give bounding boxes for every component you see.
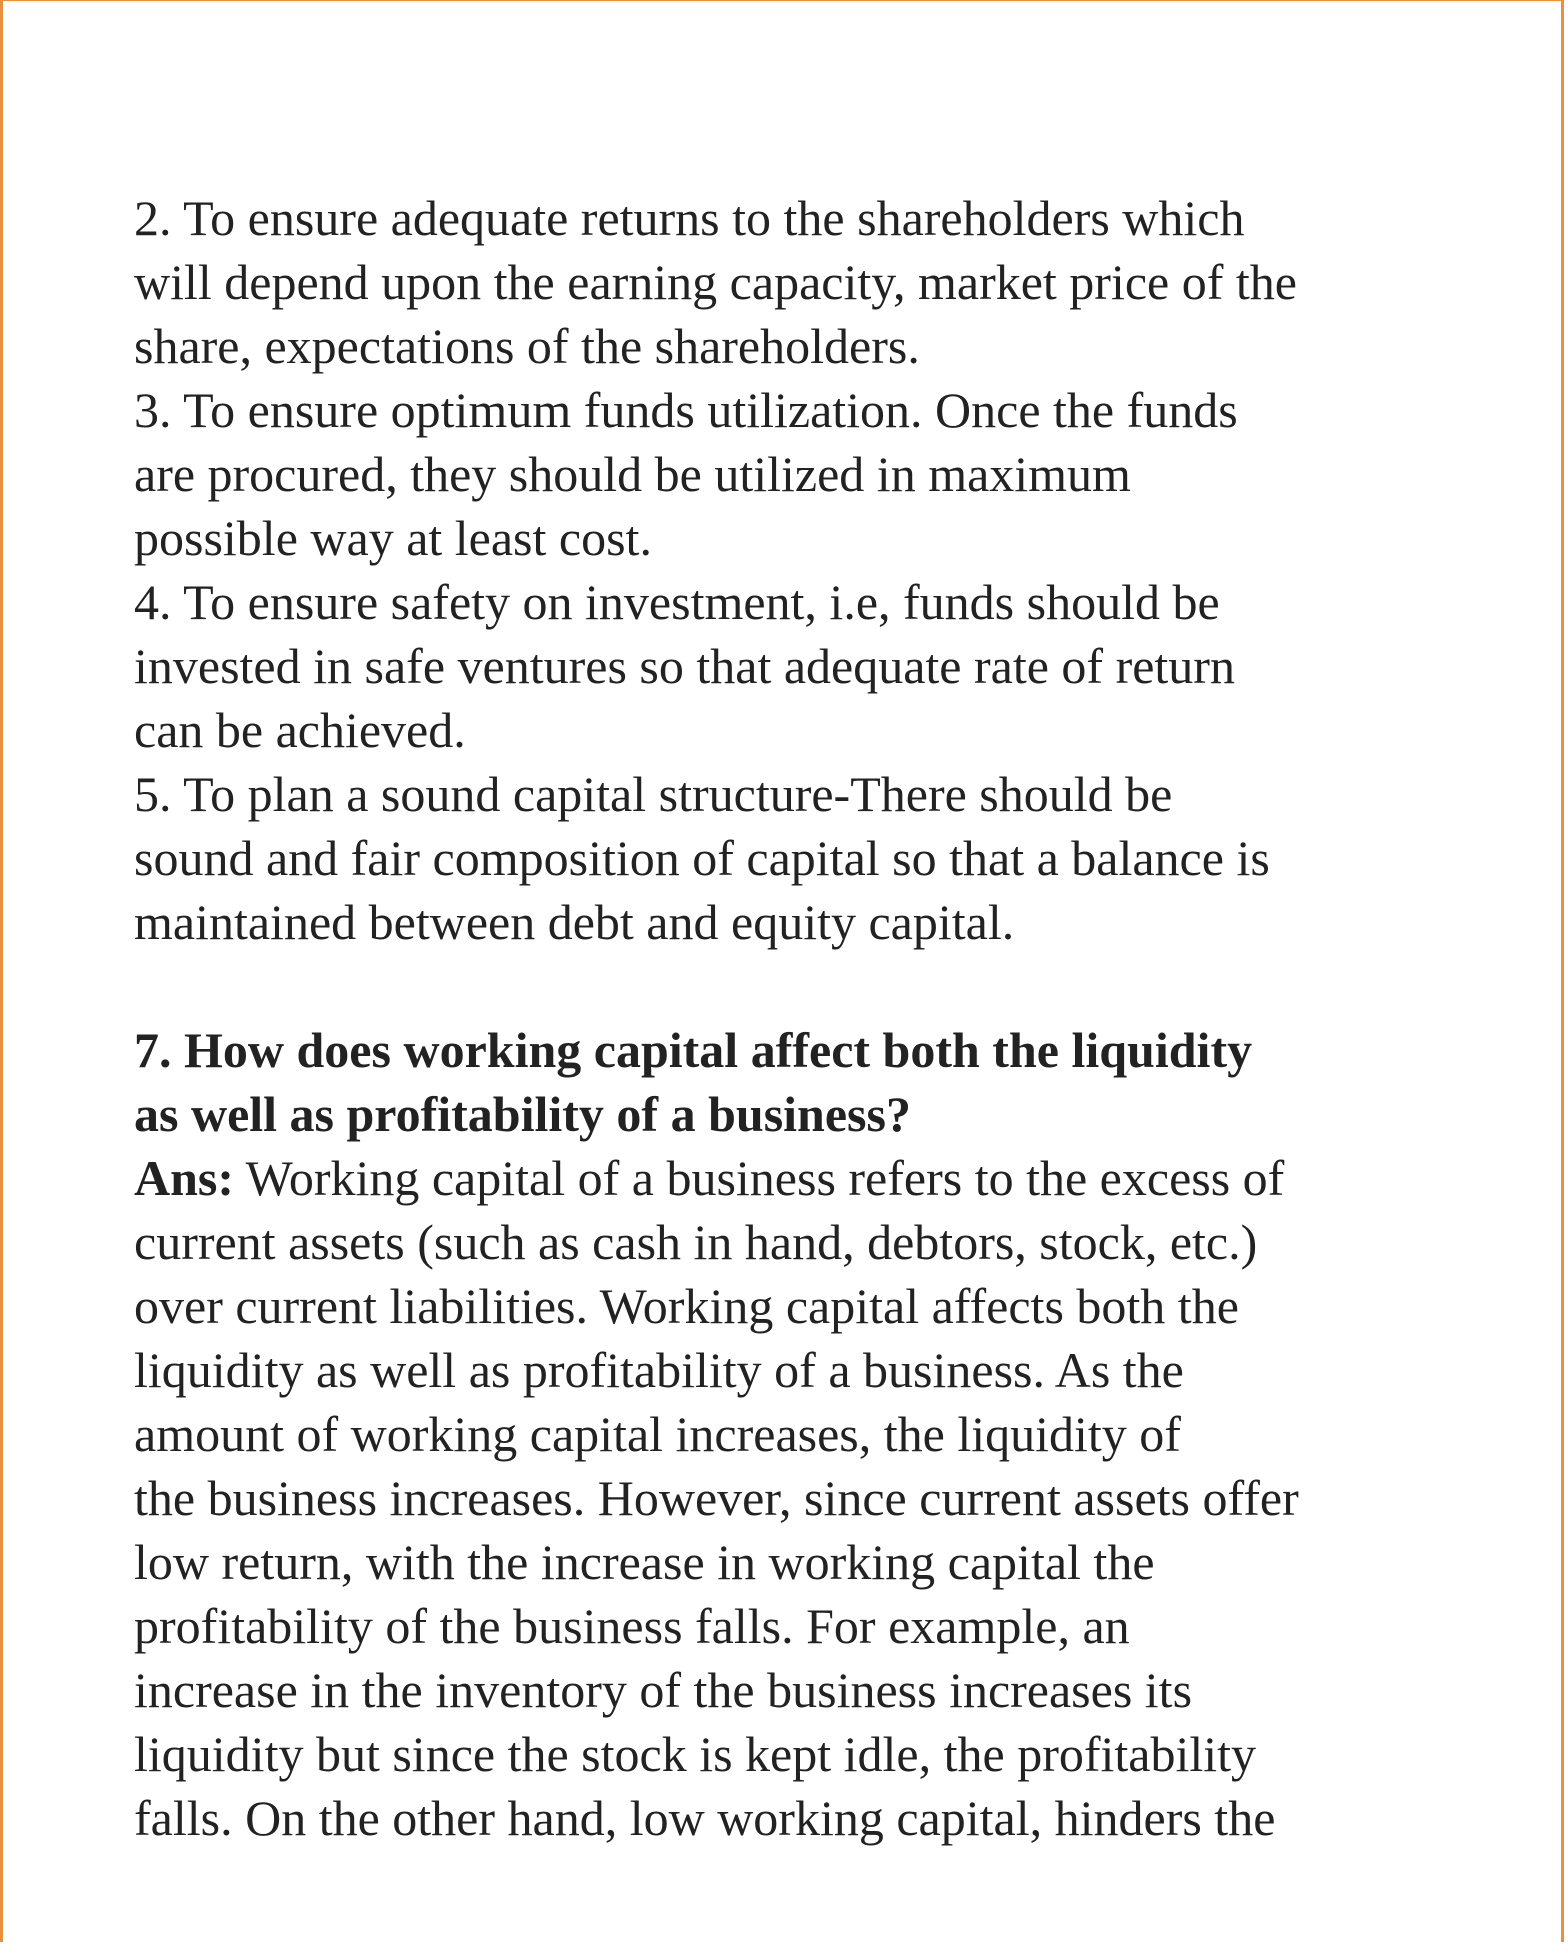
answer-line: falls. On the other hand, low working capital, hinders the [134, 1790, 1276, 1846]
list-line: 3. To ensure optimum funds utilization. Once the funds [134, 382, 1238, 438]
question-heading [134, 1018, 1299, 1146]
list-line: invested in safe ventures so that adequate rate of return [134, 638, 1235, 694]
answer-line: Working capital of a business refers to the excess of [234, 1150, 1285, 1206]
answer-line: the business increases. However, since current assets offer [134, 1470, 1299, 1526]
answer-line: low return, with the increase in working capital the [134, 1534, 1155, 1590]
answer-line: current assets (such as cash in hand, debtors, stock, etc.) [134, 1214, 1258, 1270]
answer-line: profitability of the business falls. For example, an [134, 1598, 1130, 1654]
question-line: 7. How does working capital affect both the liquidity [134, 1022, 1253, 1078]
list-line: share, expectations of the shareholders. [134, 318, 920, 374]
list-line: can be achieved. [134, 702, 466, 758]
list-line: 4. To ensure safety on investment, i.e, funds should be [134, 574, 1220, 630]
list-line: sound and fair composition of capital so that a balance is [134, 830, 1270, 886]
list-line: 5. To plan a sound capital structure-There should be [134, 766, 1173, 822]
answer-line: liquidity but since the stock is kept idle, the profitability [134, 1726, 1257, 1782]
answer-line: increase in the inventory of the business increases its [134, 1662, 1193, 1718]
list-line: 2. To ensure adequate returns to the shareholders which [134, 190, 1245, 246]
answer-label: Ans: [134, 1150, 235, 1206]
list-line: maintained between debt and equity capital. [134, 894, 1015, 950]
question-line: as well as profitability of a business? [134, 1086, 911, 1142]
list-line: are procured, they should be utilized in maximum [134, 446, 1131, 502]
answer-line: amount of working capital increases, the liquidity of [134, 1406, 1181, 1462]
answer-paragraph [134, 1146, 1299, 1850]
objectives-list [134, 186, 1299, 954]
list-line: will depend upon the earning capacity, market price of the [134, 254, 1297, 310]
answer-line: over current liabilities. Working capital affects both the [134, 1278, 1239, 1334]
list-line: possible way at least cost. [134, 510, 652, 566]
document-page [134, 186, 1299, 1850]
answer-line: liquidity as well as profitability of a business. As the [134, 1342, 1184, 1398]
